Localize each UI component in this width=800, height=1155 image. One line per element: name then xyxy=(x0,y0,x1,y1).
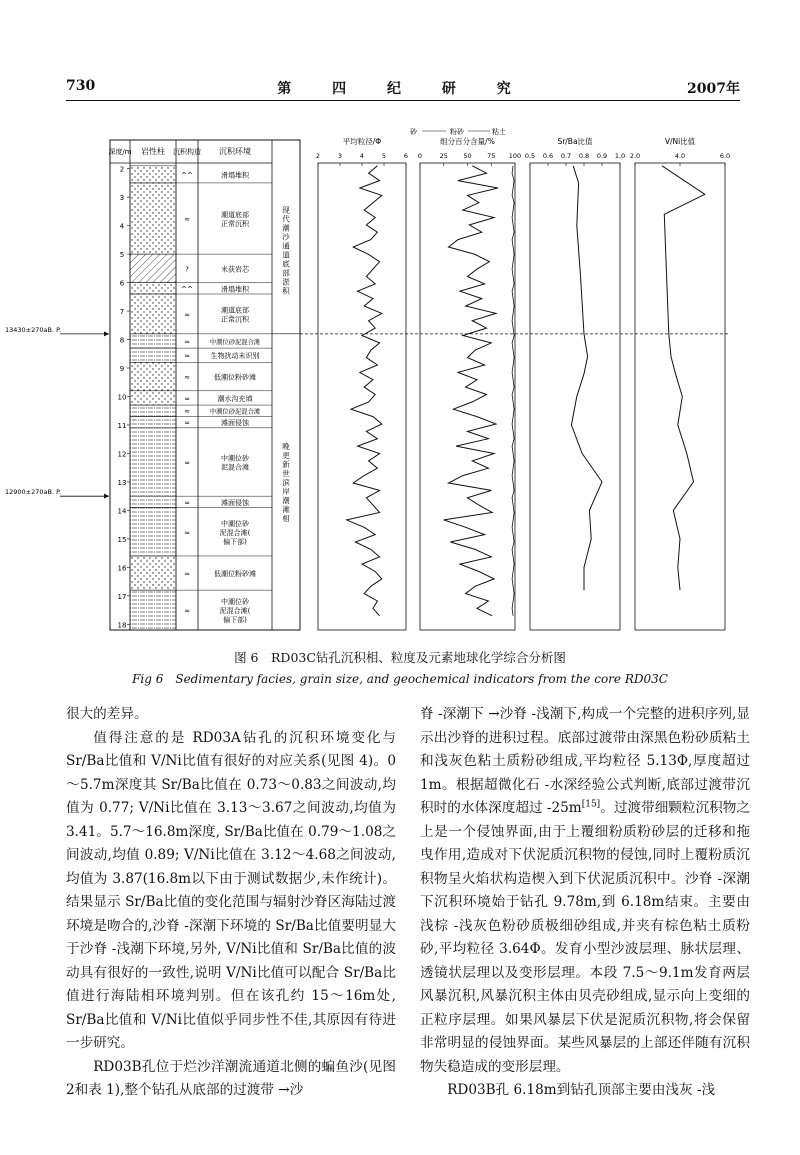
structure-symbol: ≈ xyxy=(184,407,190,416)
structure-symbol: ? xyxy=(185,265,189,274)
facies-label: 生物扰动未识别 xyxy=(210,352,260,361)
facies-label: 滑塌堆积 xyxy=(221,285,249,294)
panel-tick-label: 50 xyxy=(463,152,472,160)
env-char: 岸 xyxy=(282,486,290,496)
panel-title: 组分百分含量/% xyxy=(440,137,495,146)
depth-header: 深度/m xyxy=(108,148,132,156)
panel-tick-label: 5 xyxy=(381,152,387,160)
depth-tick-label: 6 xyxy=(119,279,125,288)
facies-label: 泥混合滩 xyxy=(221,463,249,472)
panel-tick-label: 0.7 xyxy=(560,152,572,160)
lithology-unit xyxy=(130,508,176,556)
header-rule xyxy=(66,100,740,101)
lithology-unit xyxy=(130,283,176,294)
facies-label: 中潮位砂 xyxy=(221,598,249,607)
structure-symbol: ≈ xyxy=(184,352,190,361)
structure-symbol: ≈ xyxy=(184,570,190,579)
facies-label: 正常沉积 xyxy=(221,315,249,324)
depth-tick-label: 14 xyxy=(117,507,127,516)
env-char: 新 xyxy=(282,459,290,469)
lithology-unit xyxy=(130,334,176,348)
figure-caption-en: Fig 6 Sedimentary facies, grain size, and geochemical indicators from the core RD03C xyxy=(132,672,668,686)
paragraph xyxy=(66,727,396,1056)
paragraph-text: 。过渡带细颗粒沉积物之上是一个侵蚀界面,由于上覆细粉质粉砂层的迁移和拖曳作用,造成对下伏泥质沉积物的侵蚀,同时上覆粉质沉积物呈火焰状构造楔入到下伏泥质沉积中。沙脊 -深潮下沉积环境始于钻孔 9.78m,到 6.18m结束。主要由浅棕 -浅灰色粉砂质极细砂组成,并夹有棕色粘土质粉砂,平均粒径 3.64Φ。发育小型沙波层理、脉状层理、透镜状层理以及变形层理。本段 7.5～9.1m发育两层风暴沉积,风暴沉积主体由贝壳砂组成,显示向上变细的正粒序层理。如果风暴层下伏是泥质沉积物,将会保留非常明显的侵蚀界面。某些风暴层的上部还伴随有沉积物失稳造成的变形层理。 xyxy=(420,800,750,1075)
year: 2007年 xyxy=(687,81,740,97)
lithology-header: 岩性柱 xyxy=(141,147,165,156)
facies-label: 低潮位粉砂滩 xyxy=(214,373,256,382)
environment-header: 沉积环境 xyxy=(219,147,251,156)
env-char: 沙 xyxy=(282,232,290,242)
depth-tick-label: 10 xyxy=(117,393,127,402)
lithology-unit xyxy=(130,556,176,590)
structure-symbol: ≈ xyxy=(184,373,190,382)
env-char: 淤 xyxy=(282,277,290,287)
depth-tick-label: 12 xyxy=(117,450,127,459)
age-marker: 13430±270aB. P. xyxy=(5,325,62,334)
facies-label: 潮水沟充填 xyxy=(217,394,253,403)
env-char: 道 xyxy=(282,250,290,260)
panel-tick-label: 0.6 xyxy=(542,152,554,160)
structure-symbol: ≈ xyxy=(184,458,190,467)
body-column-right xyxy=(420,703,750,1103)
depth-tick-label: 13 xyxy=(117,478,127,487)
lithology-unit xyxy=(130,416,176,427)
facies-label: 滩面侵蚀 xyxy=(221,498,249,507)
paragraph-text: 值得注意的是 RD03A钻孔的沉积环境变化与 Sr/Ba比值和 V/Ni比值有很好的对应关系(见图 4)。0～5.7m深度其 Sr/Ba比值在 0.73～0.83之间波动,均值为 0.77; V/Ni比值在 3.13～3.67之间波动,均值为 3.41。5.7～16.8m深度, Sr/Ba比值在 0.79～1.08之间波动,均值 0.89; V/Ni比值在 3.12～4.68之间波动,均值为 3.87(16.8m以下由于测试数据少,未作统计)。结果显示 Sr/Ba比值的变化范围与辐射沙脊区海陆过渡环境是吻合的,沙脊 -深潮下环境的 Sr/Ba比值要明显大于沙脊 -浅潮下环境,另外, V/Ni比值和 Sr/Ba比值的波动具有很好的一致性,说明 V/Ni比值可以配合 Sr/Ba比值进行海陆相环境判别。但在该孔约 15～16m处, Sr/Ba比值和 V/Ni比值似乎同步性不佳,其原因有待进一步研究。 xyxy=(66,729,396,1051)
depth-tick-label: 15 xyxy=(117,535,127,544)
facies-label: 中潮位砂泥混合滩 xyxy=(209,338,261,346)
series-line xyxy=(444,166,498,616)
depth-tick-label: 4 xyxy=(119,222,125,231)
paragraph xyxy=(66,1056,396,1103)
lithology-unit xyxy=(130,391,176,405)
panel-tick-label: 0.9 xyxy=(596,152,608,160)
depth-tick-label: 5 xyxy=(119,251,125,260)
env-char: 潮 xyxy=(282,495,290,505)
structure-symbol: ≈ xyxy=(184,394,190,403)
facies-label: 泥混合滩( xyxy=(219,528,251,537)
env-char: 通 xyxy=(282,241,290,251)
panel-tick-label: 6 xyxy=(403,152,409,160)
structure-symbol: ≈ xyxy=(184,419,190,428)
panel-title: 平均粒径/Φ xyxy=(342,137,382,146)
panel-tick-label: 3 xyxy=(337,152,343,160)
facies-label: 中潮位砂泥混合滩 xyxy=(209,408,261,416)
panel-tick-label: 4 xyxy=(359,152,365,160)
facies-label: 潮道底部 xyxy=(221,211,249,220)
env-char: 世 xyxy=(282,468,290,478)
age-arrowhead xyxy=(104,331,109,336)
journal-name: 第 四 纪 研 究 xyxy=(277,81,529,97)
facies-label: 低潮位粉砂滩 xyxy=(214,570,256,579)
panel-frame xyxy=(318,163,406,630)
facies-label: 偏下部) xyxy=(223,616,247,625)
facies-label: 偏下部) xyxy=(223,537,247,546)
paragraph xyxy=(420,1079,750,1103)
depth-tick-label: 11 xyxy=(117,421,127,430)
facies-label: 滩面侵蚀 xyxy=(221,419,249,428)
depth-tick-label: 3 xyxy=(119,194,125,203)
structure-symbol: ≈ xyxy=(184,607,190,616)
running-header xyxy=(66,78,740,100)
lithology-unit xyxy=(130,294,176,334)
panel-tick-label: 0.8 xyxy=(578,152,590,160)
panel-frame xyxy=(530,163,620,630)
panel-tick-label: 100 xyxy=(508,152,522,160)
panel-title: Sr/Ba比值 xyxy=(557,137,593,146)
facies-label: 潮道底部 xyxy=(221,306,249,315)
page-number: 730 xyxy=(66,78,96,94)
lithology-unit xyxy=(130,590,176,630)
age-marker: 12900±270aB. P. xyxy=(5,488,62,497)
env-char: 更 xyxy=(282,450,290,460)
env-char: 积 xyxy=(282,286,290,296)
facies-label: 正常沉积 xyxy=(221,220,249,229)
panel-tick-label: 0.5 xyxy=(524,152,536,160)
panel-tick-label: 0 xyxy=(417,152,423,160)
paragraph xyxy=(420,703,750,1079)
facies-label: 中潮位砂 xyxy=(221,519,249,528)
series-line xyxy=(662,166,705,590)
lithology-unit xyxy=(130,166,176,183)
panel-tick-label: 75 xyxy=(487,152,496,160)
panel-tick-label: 2 xyxy=(315,152,321,160)
panel-frame xyxy=(420,163,515,630)
structure-symbol: ≈ xyxy=(184,528,190,537)
panel-tick-label: 2.0 xyxy=(629,152,641,160)
env-char: 现 xyxy=(282,205,290,215)
depth-tick-label: 17 xyxy=(117,592,127,601)
series-line xyxy=(571,166,602,590)
citation: [15] xyxy=(581,799,601,810)
depth-tick-label: 8 xyxy=(119,336,125,345)
facies-label: 泥混合滩( xyxy=(219,607,251,616)
lithology-unit xyxy=(130,348,176,362)
env-char: 滩 xyxy=(282,504,290,514)
figure-caption-cn: 图 6 RD03C钻孔沉积相、粒度及元素地球化学综合分析图 xyxy=(234,650,566,665)
structure-header: 沉积构造 xyxy=(173,148,201,156)
structure-symbol: ≈ xyxy=(184,337,190,346)
legend-sand: 砂 xyxy=(410,128,417,136)
structure-symbol: ^^ xyxy=(181,171,193,180)
env-char: 滨 xyxy=(282,477,290,487)
clay-line xyxy=(512,166,514,616)
depth-tick-label: 9 xyxy=(119,365,125,374)
structure-symbol: ≈ xyxy=(184,498,190,507)
env-char: 底 xyxy=(282,259,290,269)
env-char: 潮 xyxy=(282,223,290,233)
age-arrowhead xyxy=(104,494,109,499)
lithology-unit xyxy=(130,405,176,416)
lithology-unit xyxy=(130,183,176,254)
depth-tick-label: 7 xyxy=(119,308,125,317)
panel-tick-label: 1.0 xyxy=(614,152,626,160)
structure-symbol: ≈ xyxy=(184,310,190,319)
legend-clay: 粘土 xyxy=(492,128,506,136)
panel-tick-label: 4.0 xyxy=(674,152,686,160)
lithology-unit xyxy=(130,428,176,496)
facies-label: 滑塌堆积 xyxy=(221,171,249,180)
paragraph-text: 很大的差异。 xyxy=(66,706,148,722)
panel-title: V/Ni比值 xyxy=(664,137,696,146)
lithology-unit xyxy=(130,254,176,282)
env-char: 晚 xyxy=(282,441,290,451)
paragraph-text: RD03B孔位于烂沙洋潮流通道北侧的蝙鱼沙(见图 2和表 1),整个钻孔从底部的过渡带 →沙 xyxy=(66,1058,396,1098)
depth-tick-label: 2 xyxy=(119,165,125,174)
depth-tick-label: 18 xyxy=(117,621,127,630)
paragraph-text: RD03B孔 6.18m到钻孔顶部主要由浅灰 -浅 xyxy=(447,1082,716,1098)
panel-tick-label: 25 xyxy=(439,152,448,160)
env-char: 部 xyxy=(282,268,290,278)
lithology-unit xyxy=(130,362,176,390)
panel-frame xyxy=(635,163,725,630)
depth-tick-label: 16 xyxy=(117,564,127,573)
env-char: 代 xyxy=(282,214,290,224)
facies-label: 中潮位砂 xyxy=(221,454,249,463)
series-line xyxy=(347,166,382,616)
paragraph xyxy=(66,703,396,727)
structure-symbol: ≈ xyxy=(184,215,190,224)
legend-silt: 粉砂 xyxy=(450,128,464,136)
structure-symbol: ^^ xyxy=(181,285,193,294)
panel-tick-label: 6.0 xyxy=(719,152,731,160)
facies-label: 未获岩芯 xyxy=(221,265,249,274)
paragraph-text: 脊 -深潮下 →沙脊 -浅潮下,构成一个完整的进积序列,显示出沙脊的进积过程。底部过渡带由深黑色粉砂质粘土和浅灰色粘土质粉砂组成,平均粒径 5.13Φ,厚度超过 1m。根据超微化石 -水深经验公式判断,底部过渡带沉积时的水体深度超过 -25m xyxy=(420,706,750,816)
lithology-unit xyxy=(130,496,176,507)
env-char: 相 xyxy=(282,513,290,523)
figure-6 xyxy=(5,128,740,640)
body-column-left xyxy=(66,703,396,1103)
